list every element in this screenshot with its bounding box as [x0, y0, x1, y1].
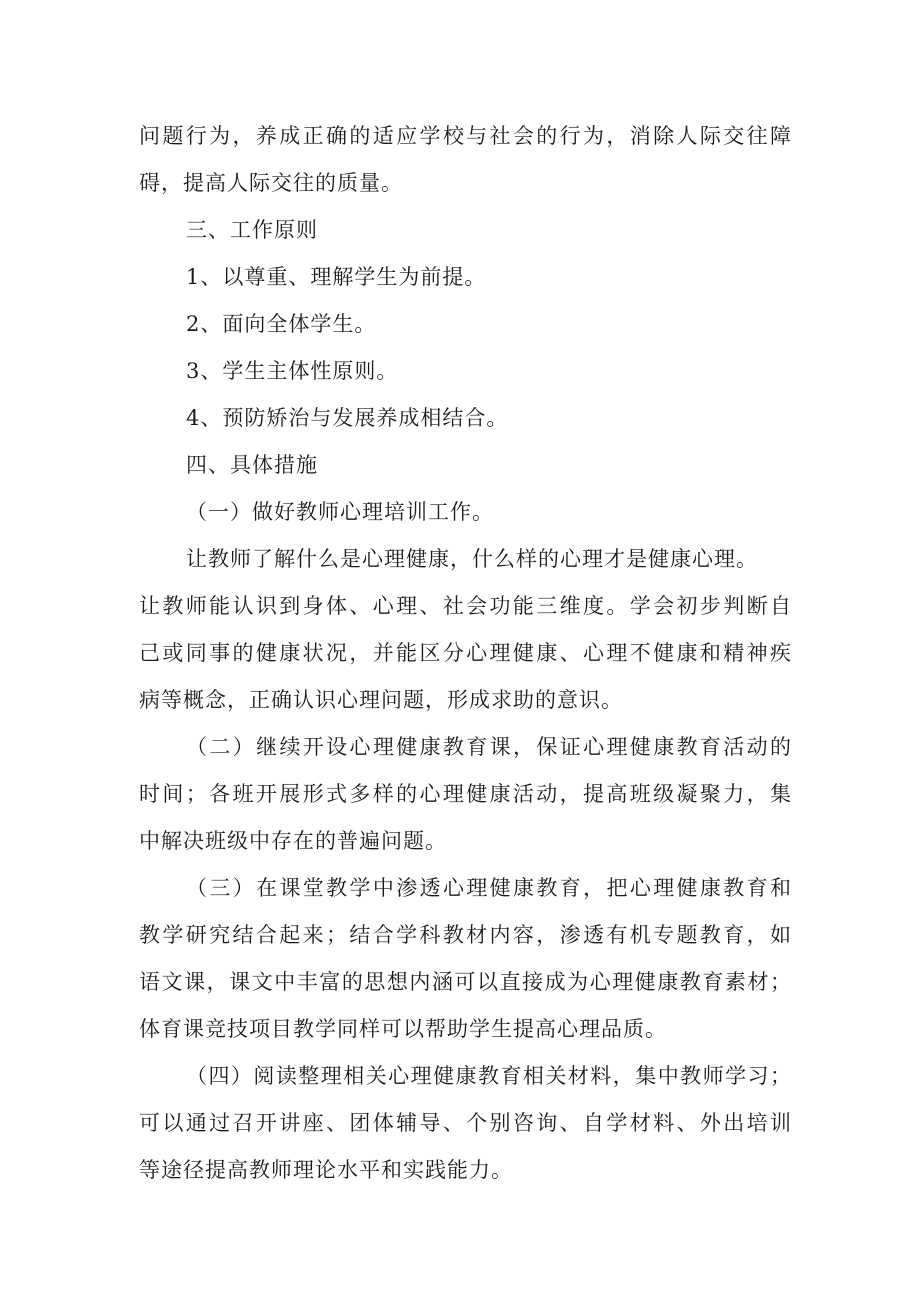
- paragraph-line: （三）在课堂教学中渗透心理健康教育，把心理健康教育和: [186, 876, 791, 900]
- paragraph-line: （四）阅读整理相关心理健康教育相关材料，集中教师学习；: [186, 1064, 791, 1088]
- paragraph-line: 教学研究结合起来；结合学科教材内容，渗透有机专题教育，如: [139, 923, 791, 947]
- list-item: 2、面向全体学生。: [186, 312, 377, 336]
- list-item: 4、预防矫治与发展养成相结合。: [186, 406, 509, 430]
- paragraph-line: 语文课，课文中丰富的思想内涵可以直接成为心理健康教育素材；: [139, 970, 791, 994]
- section-heading: 三、工作原则: [186, 218, 318, 242]
- paragraph-line: 可以通过召开讲座、团体辅导、个别咨询、自学材料、外出培训: [139, 1111, 791, 1135]
- section-heading: 四、具体措施: [186, 453, 318, 477]
- paragraph-line: 体育课竞技项目教学同样可以帮助学生提高心理品质。: [139, 1017, 667, 1041]
- paragraph-line: 碍，提高人际交往的质量。: [139, 171, 403, 195]
- paragraph-line: 让教师能认识到身体、心理、社会功能三维度。学会初步判断自: [139, 594, 791, 618]
- paragraph-line: 让教师了解什么是心理健康，什么样的心理才是健康心理。: [186, 547, 758, 571]
- paragraph-line: 等途径提高教师理论水平和实践能力。: [139, 1158, 513, 1182]
- subsection-heading: （一）做好教师心理培训工作。: [186, 500, 494, 524]
- paragraph-line: 己或同事的健康状况，并能区分心理健康、心理不健康和精神疾: [139, 641, 791, 665]
- list-item: 3、学生主体性原则。: [186, 359, 399, 383]
- paragraph-line: 问题行为，养成正确的适应学校与社会的行为，消除人际交往障: [139, 124, 791, 148]
- paragraph-line: 时间；各班开展形式多样的心理健康活动，提高班级凝聚力，集: [139, 782, 791, 806]
- paragraph-line: 病等概念，正确认识心理问题，形成求助的意识。: [139, 688, 623, 712]
- paragraph-line: 中解决班级中存在的普遍问题。: [139, 829, 447, 853]
- list-item: 1、以尊重、理解学生为前提。: [186, 265, 487, 289]
- paragraph-line: （二）继续开设心理健康教育课，保证心理健康教育活动的: [186, 735, 791, 759]
